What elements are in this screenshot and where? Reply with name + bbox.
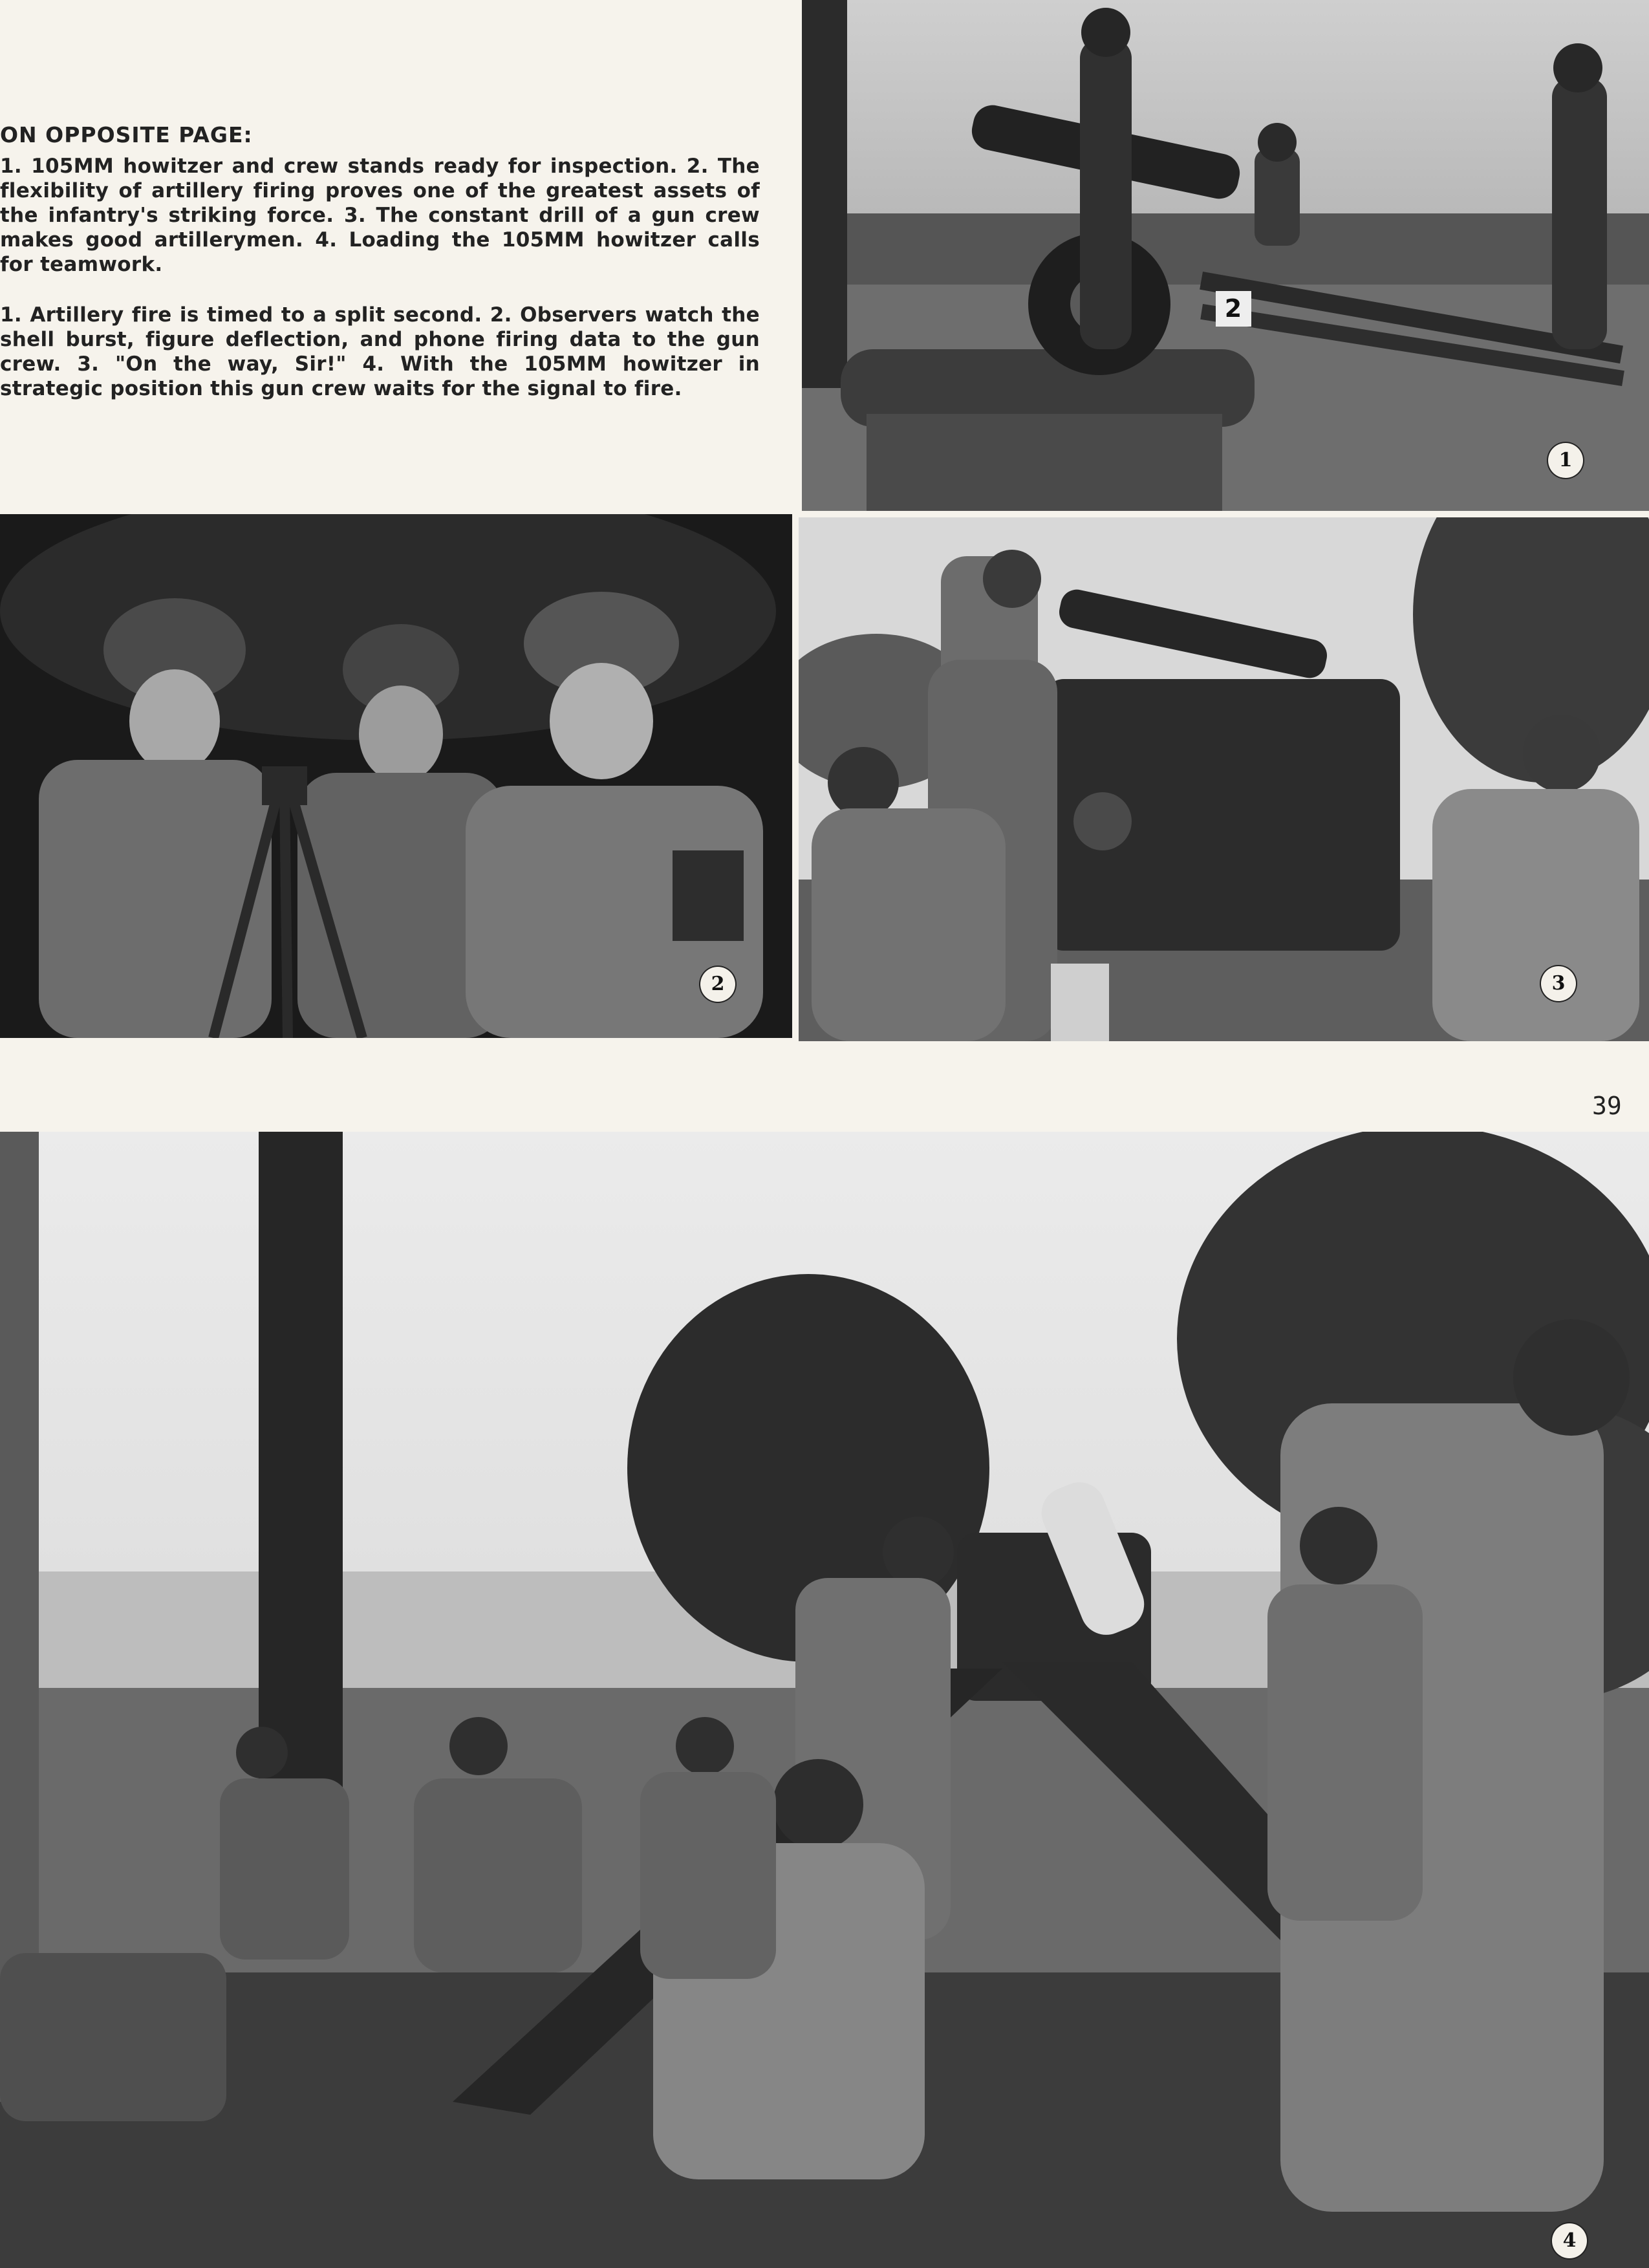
photo-1-number-badge: 1: [1548, 443, 1583, 478]
photo-3-number-badge: 3: [1541, 966, 1576, 1001]
photo-1: [802, 0, 1649, 511]
photo-3: [799, 517, 1649, 1041]
photo-1-image: [802, 0, 1649, 511]
gun-plate-number: 2: [1224, 294, 1242, 323]
photo-2: [0, 514, 792, 1038]
photo-4-number-badge: 4: [1552, 2223, 1587, 2258]
caption-paragraph-2: 1. Artillery fire is timed to a split second. 2. Observers watch the shell burst, figure deflection, and phone firing data to the gun crew. 3. "On the way, Sir!" 4. With the 105MM howitzer in strategic position this gun crew waits for the signal to fire.: [0, 303, 760, 400]
caption-block: [0, 123, 760, 427]
photo-4-image: [0, 1132, 1649, 2268]
photo-4: [0, 1132, 1649, 2268]
caption-paragraph-1: 1. 105MM howitzer and crew stands ready for inspection. 2. The flexibility of artillery firing proves one of the greatest assets of the infantry's striking force. 3. The constant drill of a gun crew makes good artillerymen. 4. Loading the 105MM howitzer calls for teamwork.: [0, 155, 760, 276]
page-number: 39: [1592, 1092, 1622, 1120]
photo-2-number-badge: 2: [700, 967, 735, 1002]
caption-heading: ON OPPOSITE PAGE:: [0, 122, 253, 147]
photo-2-image: [0, 514, 792, 1038]
photo-3-image: [799, 517, 1649, 1041]
